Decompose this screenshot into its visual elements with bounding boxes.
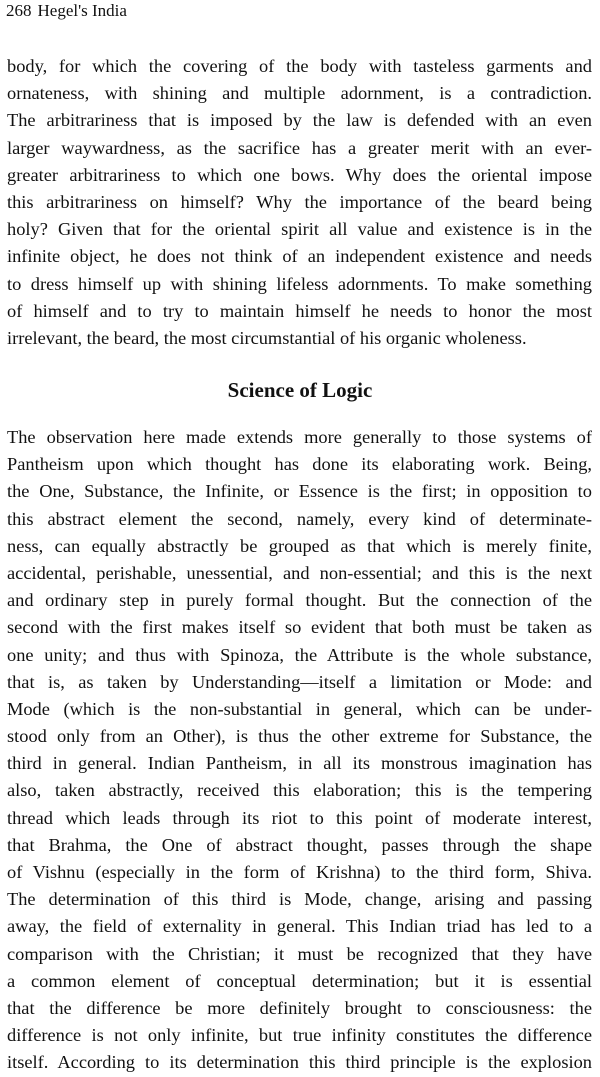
text-line: this arbitrariness on himself? Why the importance of the beard being <box>7 191 592 212</box>
text-line: holy? Given that for the oriental spirit all value and existence is in the <box>7 219 592 240</box>
text-line: accidental, perishable, unessential, and non-essential; and this is the next <box>7 562 592 583</box>
text-line: of himself and to try to maintain himself he needs to honor the most <box>7 300 592 321</box>
running-header <box>6 1 127 21</box>
text-line: third in general. Indian Pantheism, in all its monstrous imagination has <box>7 753 592 774</box>
text-line: one unity; and thus with Spinoza, the Attribute is the whole substance, <box>7 644 592 665</box>
text-line: and ordinary step in purely formal thought. But the connection of the <box>7 590 592 611</box>
text-line: body, for which the covering of the body with tasteless garments and <box>7 56 592 76</box>
text-line: that the difference be more definitely brought to consciousness: the <box>7 997 592 1018</box>
text-line: stood only from an Other), is thus the other extreme for Substance, the <box>7 726 592 747</box>
text-line: a common element of conceptual determination; but it is essential <box>7 970 592 991</box>
page-number: 268 <box>6 1 32 20</box>
text-line: irrelevant, the beard, the most circumstantial of his organic wholeness. <box>7 327 527 348</box>
text-line: itself. According to its determination this third principle is the explosion <box>7 1052 592 1073</box>
text-line: ness, can equally abstractly be grouped as that which is merely finite, <box>7 535 592 556</box>
text-line: thread which leads through its riot to this point of moderate interest, <box>7 807 592 828</box>
text-line: ornateness, with shining and multiple adornment, is a contradiction. <box>7 83 592 104</box>
section-heading: Science of Logic <box>227 378 373 402</box>
text-line: to dress himself up with shining lifeless adornments. To make something <box>7 273 592 294</box>
text-line: The observation here made extends more generally to those systems of <box>7 427 592 447</box>
text-line: difference is not only infinite, but true infinity constitutes the difference <box>7 1025 592 1046</box>
text-line: The arbitrariness that is imposed by the law is defended with an even <box>7 110 592 131</box>
text-line: that is, as taken by Understanding—itself a limitation or Mode: and <box>7 671 592 692</box>
paragraph-science-of-logic <box>7 424 592 1077</box>
text-line: that Brahma, the One of abstract thought, passes through the shape <box>7 834 592 855</box>
text-line: Pantheism upon which thought has done its elaborating work. Being, <box>7 454 592 475</box>
text-line: away, the field of externality in general. This Indian triad has led to a <box>7 916 592 937</box>
text-line: infinite object, he does not think of an independent existence and needs <box>7 246 592 267</box>
paragraph-continued <box>7 53 592 352</box>
text-line: The determination of this third is Mode, change, arising and passing <box>7 889 592 910</box>
book-title: Hegel's India <box>37 1 127 20</box>
text-line: of Vishnu (especially in the form of Krishna) to the third form, Shiva. <box>7 862 592 882</box>
text-line: also, taken abstractly, received this elaboration; this is the tempering <box>7 780 592 801</box>
text-line: larger waywardness, as the sacrifice has a greater merit with an ever- <box>7 137 592 158</box>
text-line: second with the first makes itself so evident that both must be taken as <box>7 617 592 638</box>
text-line: comparison with the Christian; it must be recognized that they have <box>7 943 592 964</box>
text-line: this abstract element the second, namely, every kind of determinate- <box>7 508 592 529</box>
text-line: the One, Substance, the Infinite, or Essence is the first; in opposition to <box>7 481 592 502</box>
text-line: Mode (which is the non-substantial in general, which can be under- <box>7 698 592 719</box>
text-line: greater arbitrariness to which one bows. Why does the oriental impose <box>7 164 592 185</box>
